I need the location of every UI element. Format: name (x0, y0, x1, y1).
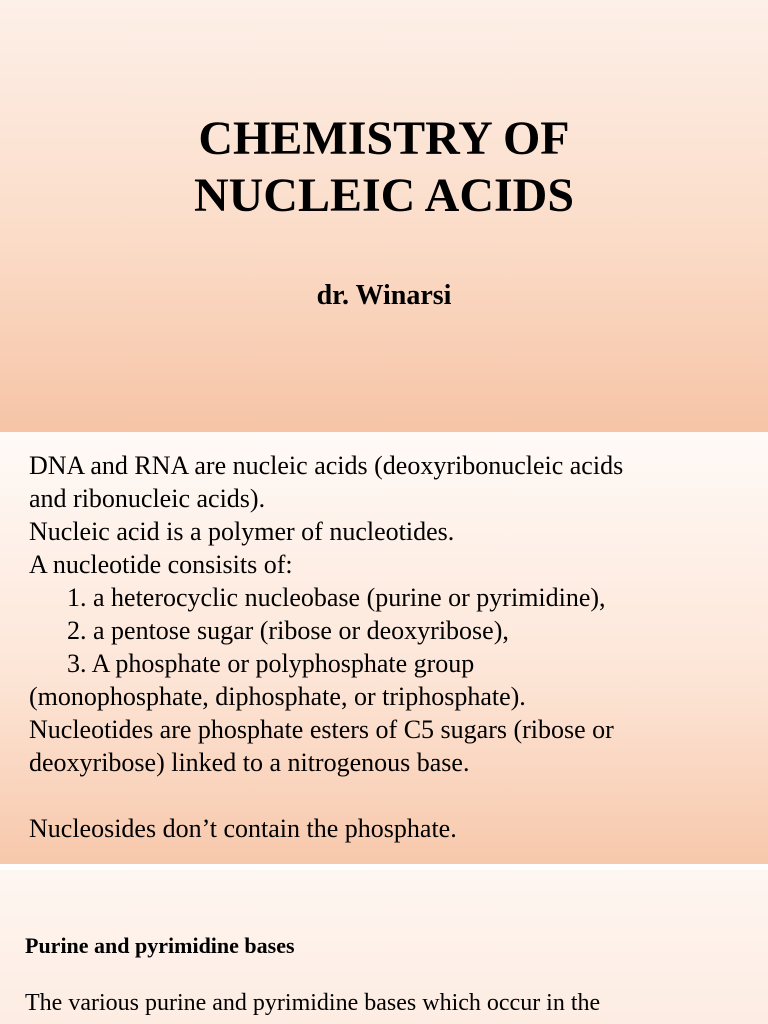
body-line-7: deoxyribose) linked to a nitrogenous base. (29, 748, 470, 777)
section-heading: Purine and pyrimidine bases (25, 933, 295, 958)
content-slide (0, 432, 768, 864)
list-item-1: 1. a heterocyclic nucleobase (purine or pyrimidine), (67, 583, 606, 612)
body-line-3: Nucleic acid is a polymer of nucleotides. (29, 517, 455, 546)
title-line-1: CHEMISTRY OF (198, 112, 570, 165)
blank-line (29, 779, 759, 812)
body-line-1: DNA and RNA are nucleic acids (deoxyribonucleic acids (29, 451, 624, 480)
title-slide (0, 0, 768, 432)
body-line-2: and ribonucleic acids). (29, 484, 266, 513)
list-item-3: 3. A phosphate or polyphosphate group (67, 649, 475, 678)
body-line-6: Nucleotides are phosphate esters of C5 sugars (ribose or (29, 715, 614, 744)
body-line-5: (monophosphate, diphosphate, or triphosphate). (29, 682, 526, 711)
title-line-2: NUCLEIC ACIDS (193, 169, 575, 222)
section-text: The various purine and pyrimidine bases which occur in the (25, 990, 601, 1016)
closing-line: Nucleosides don’t contain the phosphate. (29, 814, 457, 843)
slide-title (0, 110, 768, 224)
body-line-4: A nucleotide consisits of: (29, 550, 293, 579)
author-name: dr. Winarsi (316, 280, 452, 311)
section-slide (0, 870, 768, 1024)
slide-body-text (29, 449, 759, 845)
list-item-2: 2. a pentose sugar (ribose or deoxyribose), (67, 616, 509, 645)
